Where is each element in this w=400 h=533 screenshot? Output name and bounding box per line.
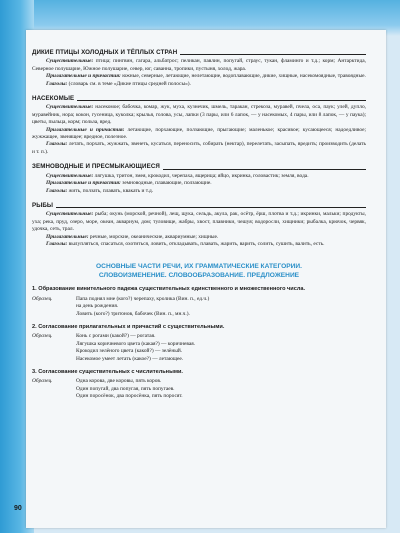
section-title: ДИКИЕ ПТИЦЫ ХОЛОДНЫХ И ТЁПЛЫХ СТРАН (32, 49, 178, 56)
example-line: Конь с рогами (какой?) — рогатая. (76, 333, 156, 340)
exercise-example (32, 296, 366, 318)
section-title: РЫБЫ (32, 201, 54, 209)
section-paragraph: Глаголы: жить, ползать, плавать, квакать и т.д. (46, 187, 154, 194)
grammar-title-line: ОСНОВНЫЕ ЧАСТИ РЕЧИ, ИХ ГРАММАТИЧЕСКИЕ КАТЕГОРИИ. (96, 263, 302, 271)
section-heading (32, 95, 366, 102)
example-line: Папа поднял мне (кого?) черепаху, кролика (Вин. п., ед.ч.) (76, 295, 210, 302)
example-line: на день рождения. (76, 303, 119, 310)
example-label: Образец. (32, 378, 53, 385)
page-content (32, 42, 366, 401)
section-paragraph: Существительные: птица; пингвин, гагара, альбатрос; пеликан, павлин, попугай, страус, тукан, фламинго и т.д.; корм; Антарктида, Северное полушарие, Южное полушарие, север, юг, саванна, тропики, пустыня, холод, жара. (32, 58, 366, 72)
example-label: Образец. (32, 333, 53, 340)
example-line: Крокодил зелёного цвета (какой?) — зелёный. (76, 348, 183, 355)
example-line: Один попугай, два попугая, пять попугаев. (76, 385, 175, 392)
section-paragraph: Существительные: лягушка, тритон, змея, крокодил, черепаха, ящерица; яйцо, икринка, головастик; земля, вода. (46, 172, 309, 179)
section-title: НАСЕКОМЫЕ (32, 95, 75, 103)
example-label: Образец. (32, 295, 53, 302)
section-paragraph: Прилагательные и причастия: земноводные, плавающие, ползающие. (46, 180, 212, 187)
exercise-heading: 3. Согласование существительных с числительными. (32, 369, 183, 375)
exercise-example (32, 378, 366, 400)
section-paragraph: Глаголы: вылупляться, спасаться, охотиться, ловить, откладывать, плавать, жарить, варить, солить, сушить, валить, есть. (46, 240, 325, 247)
section-heading (32, 163, 366, 170)
example-line: Ловить (кого?) тритонов, бабочек (Вин. п., мн.ч.). (76, 310, 190, 317)
section-paragraph: Прилагательные и причастия: летающие, порхающие, ползающие, прыгающие; маленькое; красивое; кусающееся; надоедливое; жужжащее, звенящее; вредное, полезное. (32, 126, 366, 141)
exercise-example (32, 333, 366, 363)
grammar-title-line: СЛОВОИЗМЕНЕНИЕ. СЛОВООБРАЗОВАНИЕ. ПРЕДЛОЖЕНИЕ (98, 272, 300, 280)
exercise-heading: 1. Образование винительного падежа существительных единственного и множественного числа. (32, 286, 306, 293)
section-paragraph: Прилагательные: речные, морские, океанические, аквариумные; хищные. (46, 233, 219, 240)
section-paragraph: Существительные: рыба; окунь (морской, речной), лещ, щука, сельдь, акула, рак, осётр, ёрш, плотва и т.д.; икринки, мальки; продукты, уха; река, пруд, озеро, море, океан, аквариум, дом; туловище, жабры, хвост, плавники, чешуя; водоросли, хищники; рыбалка, крючок, червяк, удочка, сеть, трал. (32, 211, 366, 233)
example-line: Лягушка коричневого цвета (какая?) — коричневая. (76, 340, 196, 347)
grammar-title (32, 262, 366, 280)
section-paragraph: Существительные: насекомое; бабочка, комар, жук, муха, кузнечик, шмель, таракан, стрекоза, муравей, пчела, оса, паук; улей, дупло, муравейник, нора; кокон, гусеница, куколка; крылья, голова, усы, лапки (3 пары, или 6 лапок, — у насекомых, 4 пары, или 8 лапок, — у паука); цветы, пыльца, корм; польза, вред. (32, 104, 366, 126)
section-title: ЗЕМНОВОДНЫЕ И ПРЕСМЫКАЮЩИЕСЯ (32, 163, 160, 171)
section-paragraph: Прилагательные и причастия: южные, северные, летающие, нелетающие, водоплавающие, дикие, хищные, насекомоядные, травоядные. (46, 73, 366, 80)
section-paragraph: Глаголы: (словарь см. в теме «Дикие птицы средней полосы»). (46, 80, 191, 87)
exercise-heading: 2. Согласование прилагательных и причастий с существительными. (32, 323, 225, 330)
example-line: Один поросёнок, два поросёнка, пять поросят. (76, 393, 183, 400)
section-heading (32, 49, 366, 56)
example-line: Одна корова, две коровы, пять коров. (76, 378, 162, 385)
section-heading (32, 202, 366, 209)
example-line: Насекомое умеет летать (какое?) — летающее. (76, 355, 184, 362)
section-paragraph: Глаголы: летать, порхать, жужжать, звенеть, кусаться, переносить, собирать (нектар), перелетать, засыпать, вредить; производить (делать и т. п.). (32, 141, 366, 155)
page-number: 90 (14, 505, 22, 512)
